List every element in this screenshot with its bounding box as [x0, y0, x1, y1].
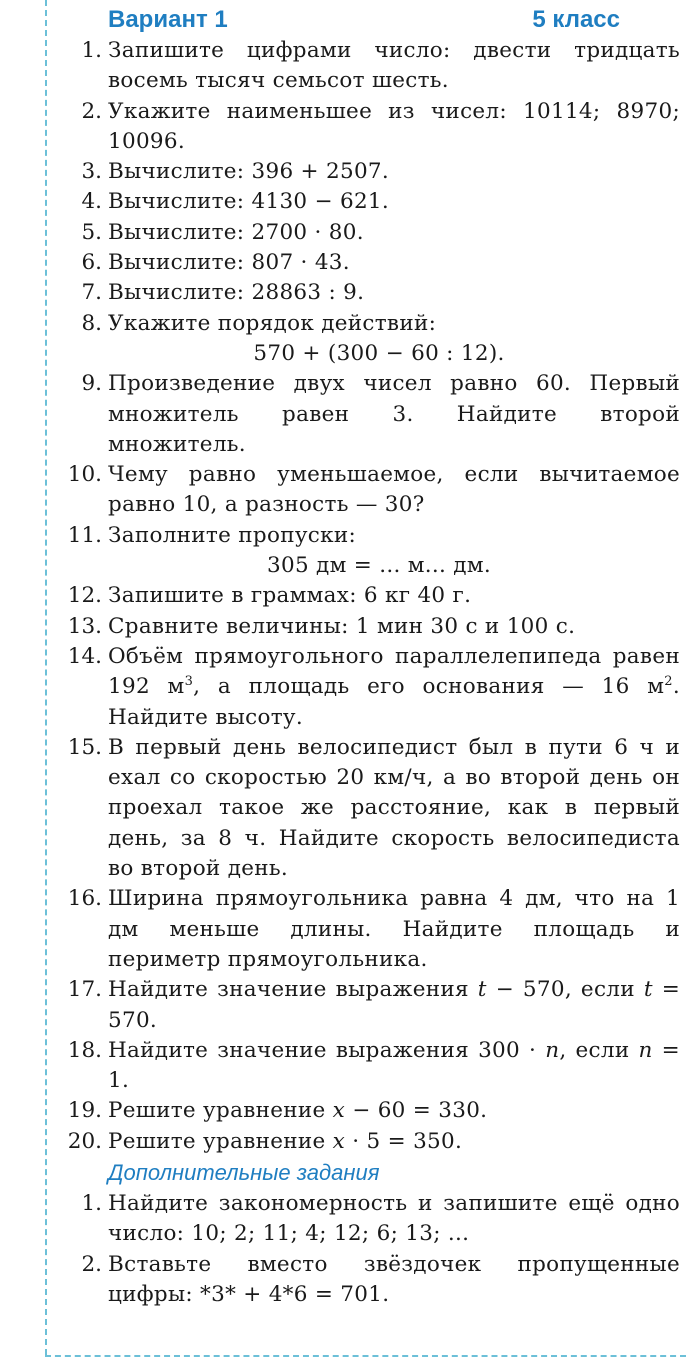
task-number: 5.: [81, 219, 102, 245]
task-item-6: [52, 248, 680, 278]
task-item-1: [52, 36, 680, 97]
task-text: Сравните величины: 1 мин 30 с и 100 с.: [108, 613, 576, 639]
task-number: 18.: [67, 1037, 102, 1063]
task-number: 2.: [81, 98, 102, 124]
task-item-12: [52, 581, 680, 611]
task-text-part: · 5 = 350.: [345, 1128, 463, 1154]
task-number: 16.: [67, 886, 102, 912]
variable: n: [545, 1037, 560, 1063]
task-text: [108, 1096, 680, 1126]
task-text: Вычислите: 396 + 2507.: [108, 159, 390, 185]
task-body: [108, 521, 680, 582]
task-text: Ширина прямоугольника равна 4 дм, что на 1 дм меньше длины. Найдите площадь и периметр прямоугольника.: [108, 886, 680, 972]
task-number: 11.: [67, 522, 102, 548]
grade-label: 5 класс: [532, 6, 620, 33]
task-text-part: Найдите значение выражения: [108, 977, 478, 1003]
dashed-border-bottom: [45, 1355, 686, 1357]
task-text: Вычислите: 28863 : 9.: [108, 280, 365, 306]
task-text: Произведение двух чисел равно 60. Первый множитель равен 3. Найдите второй множитель.: [108, 371, 680, 457]
task-formula: 570 + (300 − 60 : 12).: [253, 340, 505, 366]
task-text-part: , а площадь его основания — 16 м: [193, 674, 665, 700]
task-body: [108, 309, 680, 370]
task-number: 7.: [81, 280, 102, 306]
task-number: 13.: [67, 613, 102, 639]
task-number: 2.: [81, 1251, 102, 1277]
task-number: 20.: [67, 1128, 102, 1154]
task-number: 3.: [81, 159, 102, 185]
task-item-10: [52, 460, 680, 521]
task-text: [108, 1036, 680, 1097]
task-text: Заполните пропуски:: [108, 522, 357, 548]
task-text-part: = 1.: [108, 1037, 680, 1094]
task-text: Вычислите: 4130 − 621.: [108, 189, 390, 215]
worksheet-header: [108, 2, 628, 36]
task-text: Вычислите: 807 · 43.: [108, 250, 350, 276]
task-item-8: [52, 309, 680, 370]
variable: x: [332, 1098, 346, 1124]
task-text-part: Найдите значение выражения 300 ·: [108, 1037, 546, 1063]
variable: n: [638, 1037, 653, 1063]
task-text: Укажите порядок действий:: [108, 310, 437, 336]
extra-tasks-title: Дополнительные задания: [108, 1159, 380, 1185]
task-item-2: [52, 97, 680, 158]
task-text-part: , если: [559, 1037, 639, 1063]
task-text-part: Решите уравнение: [108, 1128, 333, 1154]
task-text: Укажите наименьшее из чисел: 10114; 8970; 10096.: [108, 98, 680, 154]
task-item-13: [52, 612, 680, 642]
task-number: 1.: [81, 1190, 102, 1216]
task-number: 10.: [67, 462, 102, 488]
variable: t: [643, 977, 653, 1003]
task-item-17: [52, 975, 680, 1036]
task-item-4: [52, 187, 680, 217]
task-number: 1.: [81, 38, 102, 63]
dashed-border-left: [45, 0, 47, 1355]
task-text: Вставьте вместо звёздочек пропущенные цифры: *3* + 4*6 = 701.: [108, 1251, 680, 1307]
task-text: Запишите в граммах: 6 кг 40 г.: [108, 583, 472, 609]
task-text-part: − 570, если: [486, 977, 644, 1003]
task-item-19: [52, 1096, 680, 1126]
task-formula: 305 дм = ... м... дм.: [266, 553, 491, 579]
superscript: 3: [184, 674, 194, 690]
task-item-14: [52, 642, 680, 733]
task-item-3: [52, 157, 680, 187]
task-text: Запишите цифрами число: двести тридцать восемь тысяч семьсот шесть.: [108, 38, 680, 94]
task-number: 17.: [67, 977, 102, 1003]
task-item-16: [52, 884, 680, 975]
variant-title: Вариант 1: [108, 6, 228, 33]
task-item-7: [52, 278, 680, 308]
task-number: 19.: [67, 1098, 102, 1124]
task-number: 12.: [67, 583, 102, 609]
task-number: 15.: [67, 734, 102, 760]
task-text-part: Объём прямоугольного параллелепипеда равен 192 м: [108, 643, 680, 700]
task-text: [108, 975, 680, 1036]
task-item-9: [52, 369, 680, 460]
task-text: [108, 1127, 680, 1157]
task-text: Чему равно уменьшаемое, если вычитаемое равно 10, а разность — 30?: [108, 462, 680, 518]
task-text-part: Решите уравнение: [108, 1098, 333, 1124]
task-item-11: [52, 521, 680, 582]
task-item-20: [52, 1127, 680, 1157]
task-number: 14.: [67, 643, 102, 669]
variable: x: [332, 1128, 346, 1154]
task-text-part: = 570.: [108, 977, 681, 1033]
task-number: 6.: [81, 250, 102, 276]
task-list: [52, 36, 680, 1310]
variable: t: [477, 977, 487, 1003]
task-item-18: [52, 1036, 680, 1097]
task-text: [108, 642, 680, 733]
task-item-15: [52, 733, 680, 884]
extra-task-item-2: [52, 1250, 680, 1311]
superscript: 2: [664, 674, 673, 690]
task-text: В первый день велосипедист был в пути 6 ч и ехал со скоростью 20 км/ч, а во второй день он проехал такое же расстояние, как в первый день, за 8 ч. Найдите скорость велосипедиста во второй день.: [108, 734, 680, 882]
task-text: Вычислите: 2700 · 80.: [108, 219, 364, 245]
task-text-part: . Найдите высоту.: [108, 674, 680, 730]
task-number: 4.: [81, 189, 102, 215]
task-number: 9.: [81, 371, 102, 397]
task-item-5: [52, 218, 680, 248]
extra-task-item-1: [52, 1189, 680, 1250]
task-text-part: − 60 = 330.: [345, 1098, 488, 1124]
task-number: 8.: [81, 310, 102, 336]
task-text: Найдите закономерность и запишите ещё одно число: 10; 2; 11; 4; 12; 6; 13; ...: [108, 1190, 680, 1247]
